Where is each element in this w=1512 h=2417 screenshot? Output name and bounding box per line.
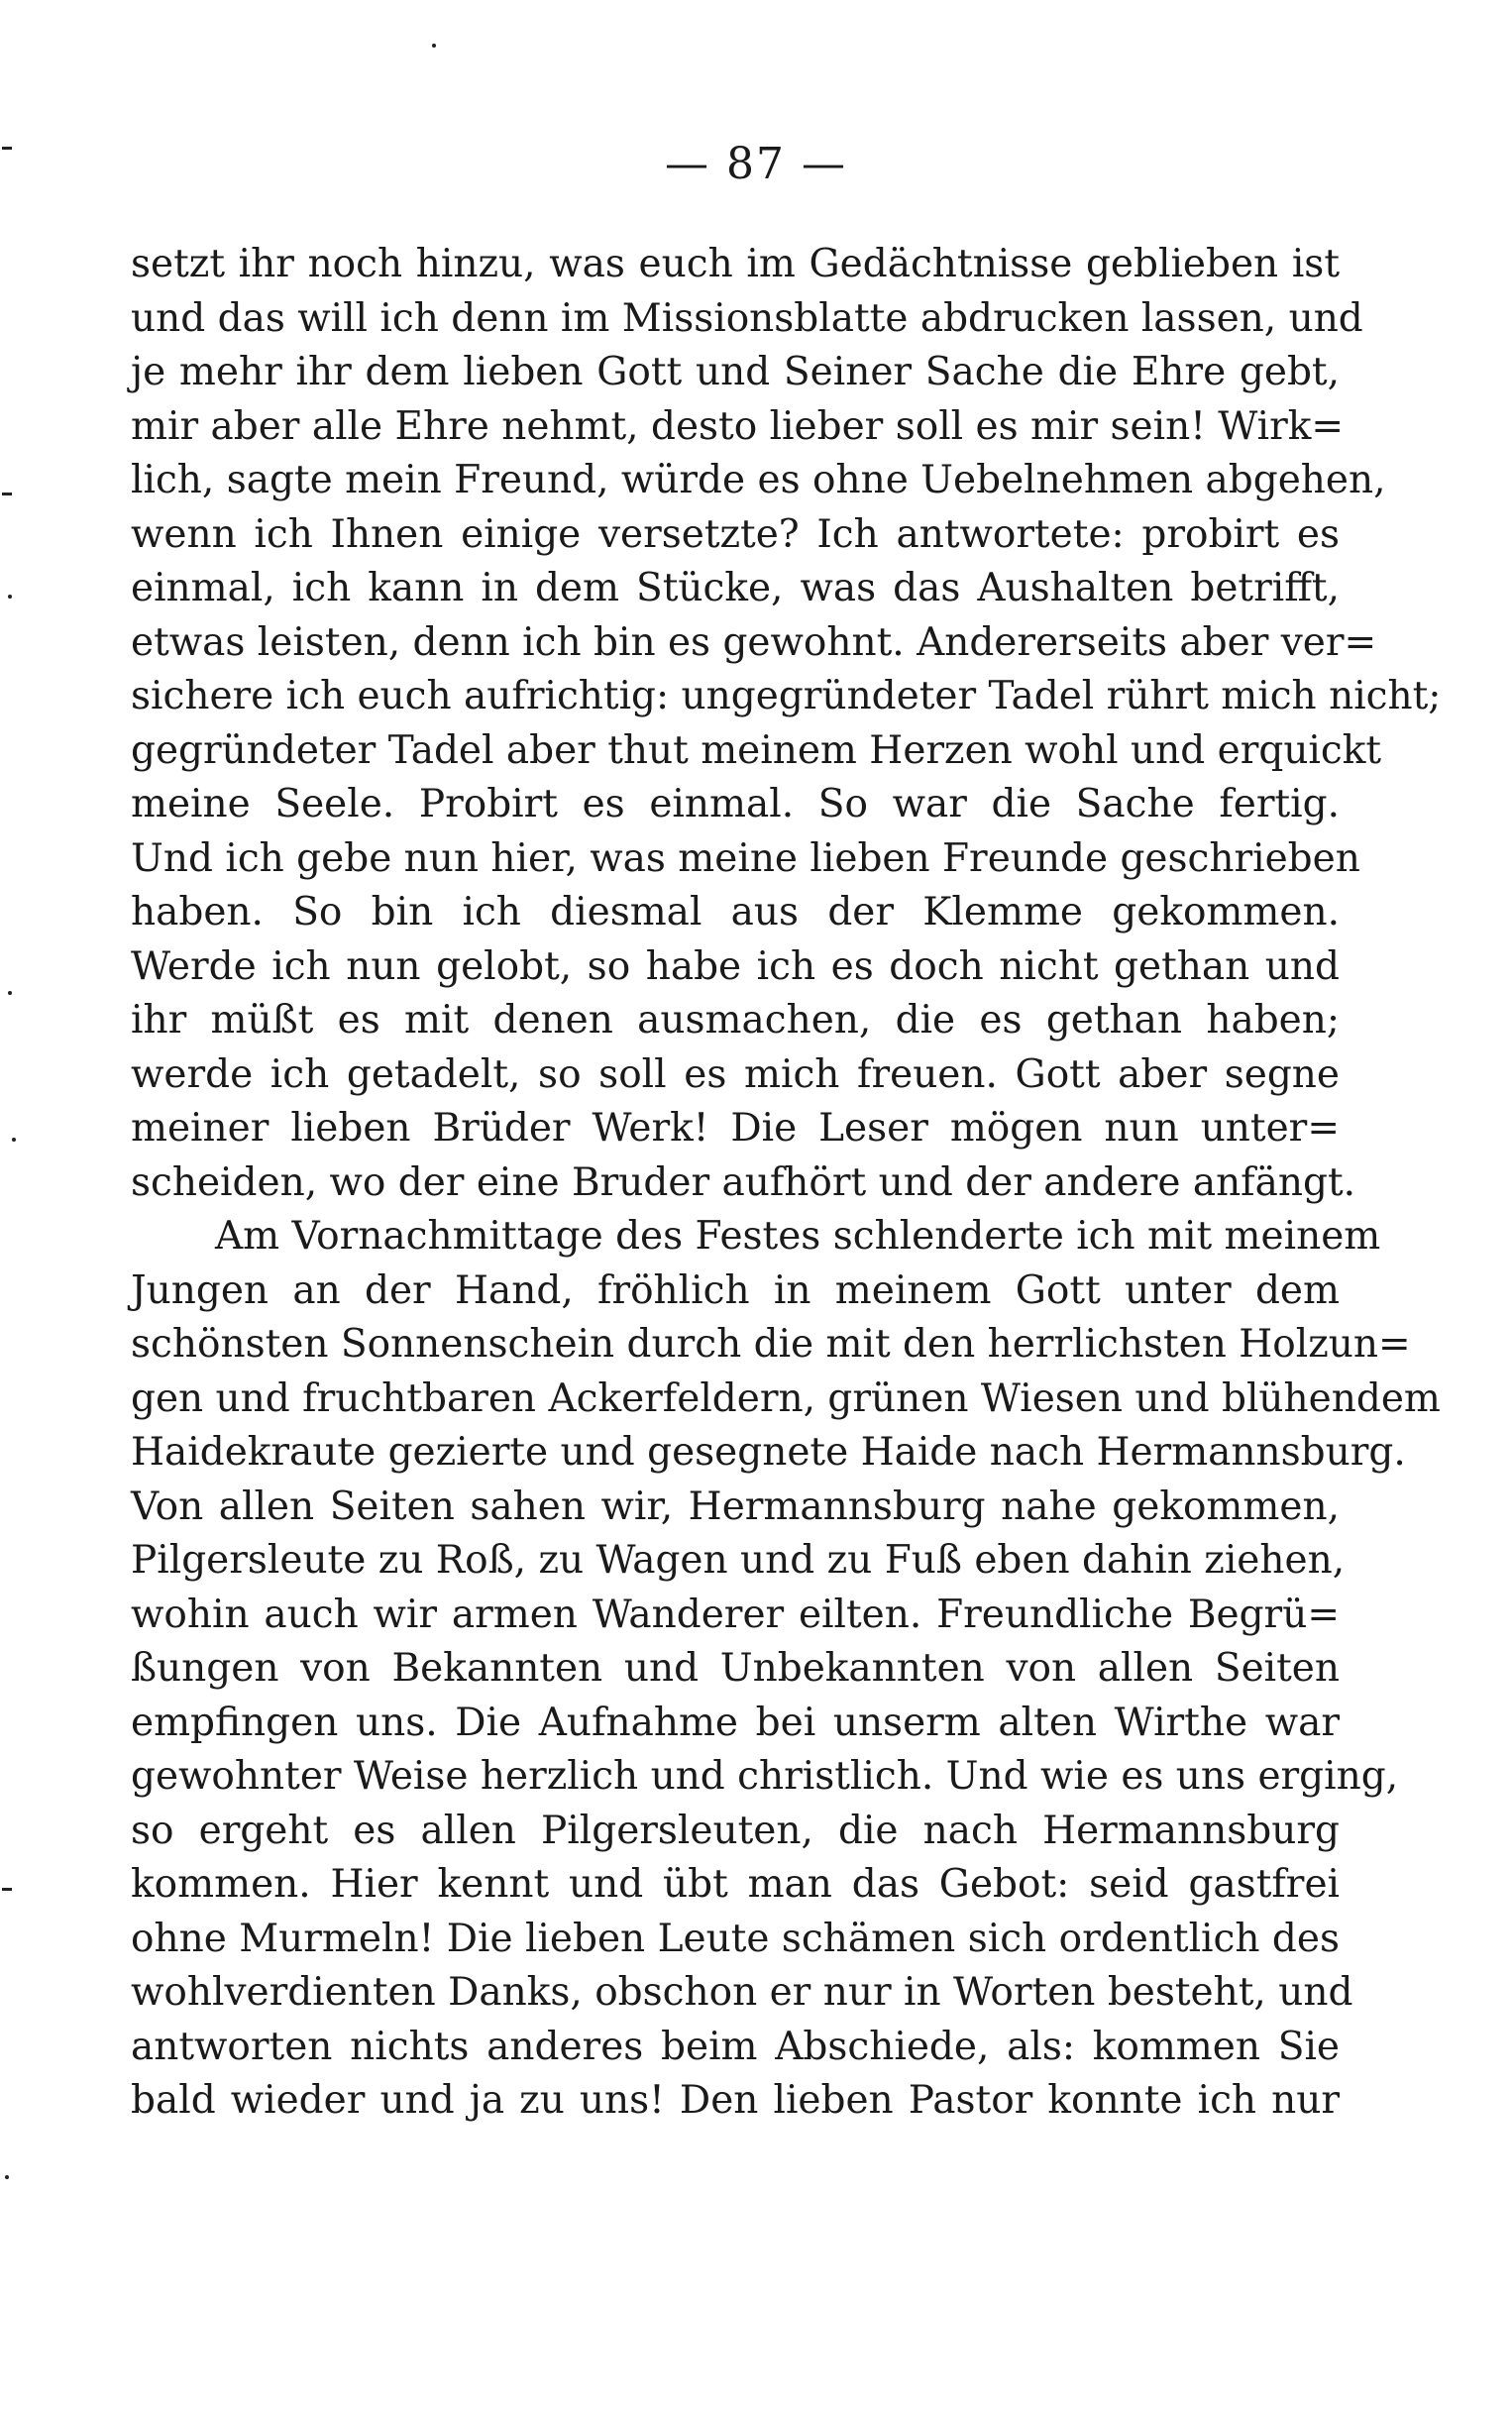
scan-mark: [2, 1888, 12, 1891]
text-line: so ergeht es allen Pilgersleuten, die nach Hermannsburg: [131, 1808, 1340, 1853]
text-line: ohne Murmeln! Die lieben Leute schämen sich ordentlich des: [131, 1916, 1340, 1961]
text-line: antworten nichts anderes beim Abschiede, als: kommen Sie: [131, 2024, 1340, 2069]
text-line: Von allen Seiten sahen wir, Hermannsburg nahe gekommen,: [131, 1483, 1340, 1529]
text-line: sichere ich euch aufrichtig: ungegründeter Tadel rührt mich nicht;: [131, 674, 1442, 718]
text-line: und das will ich denn im Missionsblatte abdrucken lassen, und: [131, 295, 1363, 341]
text-line: je mehr ihr dem lieben Gott und Seiner Sache die Ehre gebt,: [131, 350, 1340, 394]
scan-mark: [2, 493, 12, 495]
text-line: werde ich getadelt, so soll es mich freuen. Gott aber segne: [131, 1051, 1340, 1097]
text-line: empfingen uns. Die Aufnahme bei unserm alten Wirthe war: [131, 1700, 1340, 1745]
text-line: haben. So bin ich diesmal aus der Klemme gekommen.: [131, 890, 1340, 934]
text-line: schönsten Sonnenschein durch die mit den herrlichsten Holzun=: [131, 1322, 1411, 1367]
scan-mark: [2, 147, 12, 150]
text-line: Haidekraute gezierte und gesegnete Haide nach Hermannsburg.: [131, 1430, 1406, 1475]
text-line: scheiden, wo der eine Bruder aufhört und der andere anfängt.: [131, 1159, 1356, 1205]
text-line: meiner lieben Brüder Werk! Die Leser mögen nun unter=: [131, 1106, 1340, 1151]
text-line: Werde ich nun gelobt, so habe ich es doch nicht gethan und: [131, 943, 1340, 989]
text-line: lich, sagte mein Freund, würde es ohne Uebelnehmen abgehen,: [131, 458, 1386, 502]
text-line: Jungen an der Hand, fröhlich in meinem Gott unter dem: [131, 1267, 1340, 1313]
page-number: — 87 —: [665, 139, 847, 189]
text-line: Und ich gebe nun hier, was meine lieben Freunde geschrieben: [131, 835, 1360, 881]
text-line: wohlverdienten Danks, obschon er nur in Worten besteht, und: [131, 1970, 1353, 2015]
text-line: Pilgersleute zu Roß, zu Wagen und zu Fuß eben dahin ziehen,: [131, 1538, 1346, 1583]
text-line: meine Seele. Probirt es einmal. So war die Sache fertig.: [131, 782, 1340, 826]
text-line: etwas leisten, denn ich bin es gewohnt. Andererseits aber ver=: [131, 619, 1377, 665]
text-line: ßungen von Bekannten und Unbekannten von allen Seiten: [131, 1646, 1340, 1691]
body-text: [131, 238, 1442, 2129]
text-line: wohin auch wir armen Wanderer eilten. Freundliche Begrü=: [131, 1592, 1340, 1637]
scan-mark: [432, 44, 436, 48]
scan-mark: [5, 2175, 9, 2179]
text-line: gegründeter Tadel aber thut meinem Herzen wohl und erquickt: [131, 727, 1382, 773]
text-line: gewohnter Weise herzlich und christlich. Und wie es uns erging,: [131, 1754, 1399, 1799]
scan-mark: [12, 1138, 16, 1142]
scan-mark: [8, 595, 12, 599]
scan-mark: [8, 991, 12, 995]
text-line: bald wieder und ja zu uns! Den lieben Pastor konnte ich nur: [131, 2078, 1340, 2123]
text-line: wenn ich Ihnen einige versetzte? Ich antwortete: probirt es: [131, 511, 1340, 557]
text-line: kommen. Hier kennt und übt man das Gebot: seid gastfrei: [131, 1862, 1340, 1907]
text-line: mir aber alle Ehre nehmt, desto lieber soll es mir sein! Wirk=: [131, 403, 1345, 449]
text-line: setzt ihr noch hinzu, was euch im Gedächtnisse geblieben ist: [131, 242, 1340, 286]
text-line: gen und fruchtbaren Ackerfeldern, grünen Wiesen und blühendem: [131, 1375, 1441, 1421]
text-line: Am Vornachmittage des Festes schlenderte ich mit meinem: [215, 1214, 1381, 1259]
text-line: einmal, ich kann in dem Stücke, was das Aushalten betrifft,: [131, 566, 1340, 610]
text-line: ihr müßt es mit denen ausmachen, die es gethan haben;: [131, 998, 1340, 1043]
